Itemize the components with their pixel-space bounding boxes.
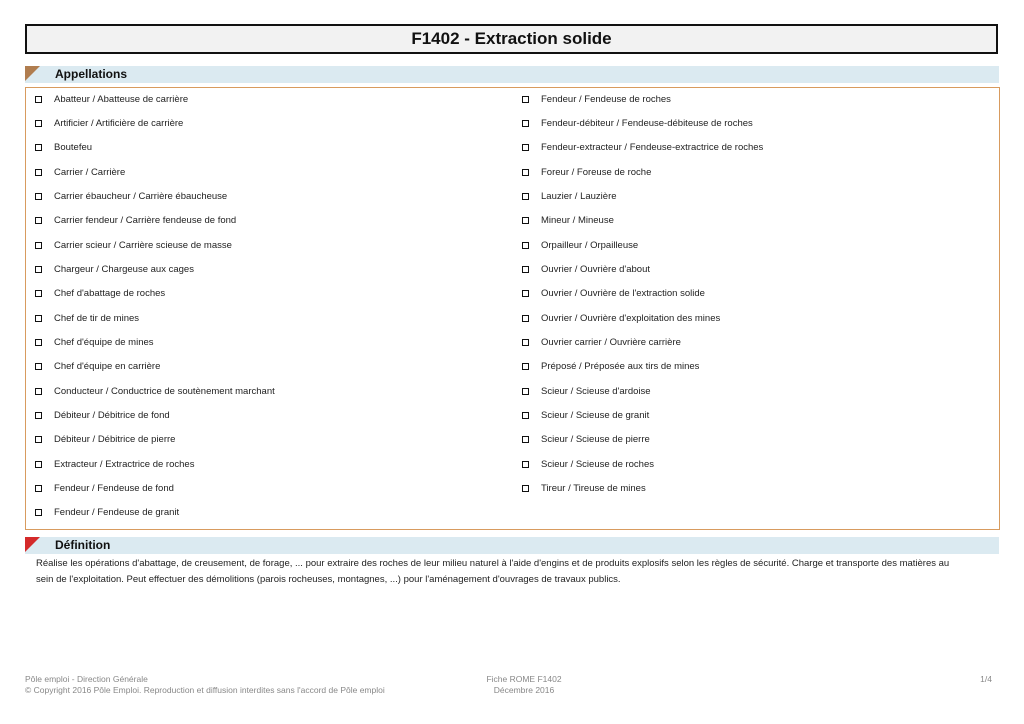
footer-copyright: © Copyright 2016 Pôle Emploi. Reproduction et diffusion interdites sans l'accord de Pôle emploi: [25, 685, 385, 695]
checkbox-icon: [35, 266, 42, 273]
footer-fiche: Fiche ROME F1402: [486, 674, 562, 684]
appellation-item: [522, 433, 650, 447]
checkbox-icon: [35, 193, 42, 200]
appellation-item: [522, 165, 651, 179]
checkbox-icon: [35, 388, 42, 395]
appellation-label: Chargeur / Chargeuse aux cages: [54, 263, 194, 275]
checkbox-icon: [522, 266, 529, 273]
appellation-item: [35, 238, 232, 252]
appellation-label: Abatteur / Abatteuse de carrière: [54, 93, 189, 105]
appellation-item: [35, 311, 139, 325]
definition-line: sein de l'exploitation. Peut effectuer des démolitions (parois rocheuses, montagnes, ...) pour l'aménagement d'ouvrages de travaux publics.: [36, 574, 621, 585]
checkbox-icon: [522, 388, 529, 395]
appellation-item: [35, 506, 179, 520]
appellation-item: [35, 384, 275, 398]
appellation-label: Scieur / Scieuse de pierre: [541, 434, 650, 446]
appellation-label: Chef de tir de mines: [54, 312, 140, 324]
appellations-section-header: [25, 66, 999, 83]
appellation-item: [522, 457, 654, 471]
checkbox-icon: [35, 461, 42, 468]
checkbox-icon: [35, 485, 42, 492]
checkbox-icon: [522, 193, 529, 200]
appellation-label: Débiteur / Débitrice de fond: [54, 410, 170, 422]
appellation-item: [35, 409, 170, 423]
appellation-item: [35, 92, 188, 106]
appellation-item: [35, 482, 174, 496]
appellation-label: Fendeur / Fendeuse de granit: [54, 507, 180, 519]
appellation-label: Scieur / Scieuse de granit: [541, 410, 650, 422]
appellation-label: Boutefeu: [54, 142, 93, 154]
appellation-label: Préposé / Préposée aux tirs de mines: [541, 361, 700, 373]
appellation-item: [35, 457, 194, 471]
appellation-label: Ouvrier / Ouvrière de l'extraction solide: [541, 288, 705, 300]
checkbox-icon: [35, 412, 42, 419]
appellation-label: Orpailleur / Orpailleuse: [541, 239, 639, 251]
checkbox-icon: [35, 290, 42, 297]
footer-org: Pôle emploi - Direction Générale: [25, 674, 148, 684]
definition-line: Réalise les opérations d'abattage, de creusement, de forage, ... pour extraire des roches de leur milieu naturel à l'aide d'engins et de produits explosifs selon les règles de sécurité. Charge et transporte des matières au: [36, 558, 950, 569]
appellations-heading: Appellations: [55, 67, 128, 81]
appellation-item: [522, 360, 699, 374]
checkbox-icon: [522, 144, 529, 151]
appellation-item: [522, 141, 763, 155]
footer-page: 1/4: [980, 674, 992, 684]
definition-section-header: [25, 537, 999, 554]
checkbox-icon: [522, 96, 529, 103]
appellation-item: [35, 214, 236, 228]
appellation-label: Débiteur / Débitrice de pierre: [54, 434, 176, 446]
appellation-label: Fendeur-extracteur / Fendeuse-extractrice de roches: [541, 142, 764, 154]
definition-heading: Définition: [55, 538, 111, 552]
checkbox-icon: [522, 412, 529, 419]
appellation-label: Foreur / Foreuse de roche: [541, 166, 652, 178]
footer-center: [481, 674, 567, 696]
appellation-item: [35, 189, 227, 203]
footer-left: [25, 674, 385, 696]
appellation-item: [522, 92, 671, 106]
checkbox-icon: [522, 461, 529, 468]
appellation-label: Scieur / Scieuse d'ardoise: [541, 385, 651, 397]
appellation-label: Chef d'abattage de roches: [54, 288, 166, 300]
appellations-list: [25, 87, 1000, 530]
checkbox-icon: [35, 315, 42, 322]
checkbox-icon: [522, 120, 529, 127]
appellation-item: [522, 262, 650, 276]
appellation-label: Carrier / Carrière: [54, 166, 126, 178]
appellation-item: [522, 336, 681, 350]
appellation-label: Scieur / Scieuse de roches: [541, 458, 655, 470]
appellation-label: Ouvrier / Ouvrière d'exploitation des mines: [541, 312, 721, 324]
appellation-item: [522, 409, 649, 423]
footer-date: Décembre 2016: [493, 685, 555, 695]
checkbox-icon: [522, 169, 529, 176]
page-title: F1402 - Extraction solide: [25, 24, 998, 54]
appellation-item: [35, 433, 175, 447]
appellation-item: [35, 336, 154, 350]
appellation-label: Chef d'équipe en carrière: [54, 361, 161, 373]
appellation-label: Conducteur / Conductrice de soutènement marchant: [54, 385, 275, 397]
checkbox-icon: [35, 120, 42, 127]
appellation-item: [35, 262, 194, 276]
appellation-item: [522, 214, 614, 228]
section-corner-icon: [25, 66, 40, 81]
appellation-label: Fendeur / Fendeuse de fond: [54, 483, 174, 495]
appellation-label: Chef d'équipe de mines: [54, 337, 154, 348]
appellation-item: [522, 482, 646, 496]
appellation-item: [35, 360, 160, 374]
appellation-item: [35, 165, 125, 179]
checkbox-icon: [522, 363, 529, 370]
checkbox-icon: [522, 339, 529, 346]
checkbox-icon: [522, 242, 529, 249]
appellation-label: Carrier fendeur / Carrière fendeuse de fond: [54, 215, 237, 227]
checkbox-icon: [35, 144, 42, 151]
appellation-item: [35, 141, 92, 155]
checkbox-icon: [522, 436, 529, 443]
appellation-item: [522, 311, 720, 325]
checkbox-icon: [522, 217, 529, 224]
appellation-label: Carrier ébaucheur / Carrière ébaucheuse: [54, 190, 228, 202]
checkbox-icon: [522, 290, 529, 297]
checkbox-icon: [35, 217, 42, 224]
appellation-label: Mineur / Mineuse: [541, 215, 614, 227]
checkbox-icon: [35, 363, 42, 370]
checkbox-icon: [35, 242, 42, 249]
appellation-label: Ouvrier / Ouvrière d'about: [541, 263, 650, 275]
checkbox-icon: [35, 96, 42, 103]
appellation-item: [522, 116, 753, 130]
checkbox-icon: [35, 509, 42, 516]
appellation-label: Ouvrier carrier / Ouvrière carrière: [541, 337, 681, 348]
appellation-item: [522, 189, 617, 203]
appellation-label: Extracteur / Extractrice de roches: [54, 458, 195, 470]
section-corner-icon: [25, 537, 40, 552]
checkbox-icon: [522, 485, 529, 492]
appellation-label: Lauzier / Lauzière: [541, 190, 617, 202]
appellation-item: [522, 384, 651, 398]
appellation-item: [35, 287, 165, 301]
appellation-item: [522, 287, 705, 301]
appellation-item: [522, 238, 638, 252]
appellation-item: [35, 116, 183, 130]
appellation-label: Artificier / Artificière de carrière: [54, 117, 184, 129]
checkbox-icon: [35, 169, 42, 176]
appellation-label: Fendeur-débiteur / Fendeuse-débiteuse de roches: [541, 117, 753, 129]
appellation-label: Fendeur / Fendeuse de roches: [541, 93, 671, 105]
appellation-label: Tireur / Tireuse de mines: [541, 483, 646, 495]
checkbox-icon: [35, 436, 42, 443]
appellation-label: Carrier scieur / Carrière scieuse de masse: [54, 239, 232, 251]
definition-text: [36, 556, 986, 588]
checkbox-icon: [522, 315, 529, 322]
checkbox-icon: [35, 339, 42, 346]
